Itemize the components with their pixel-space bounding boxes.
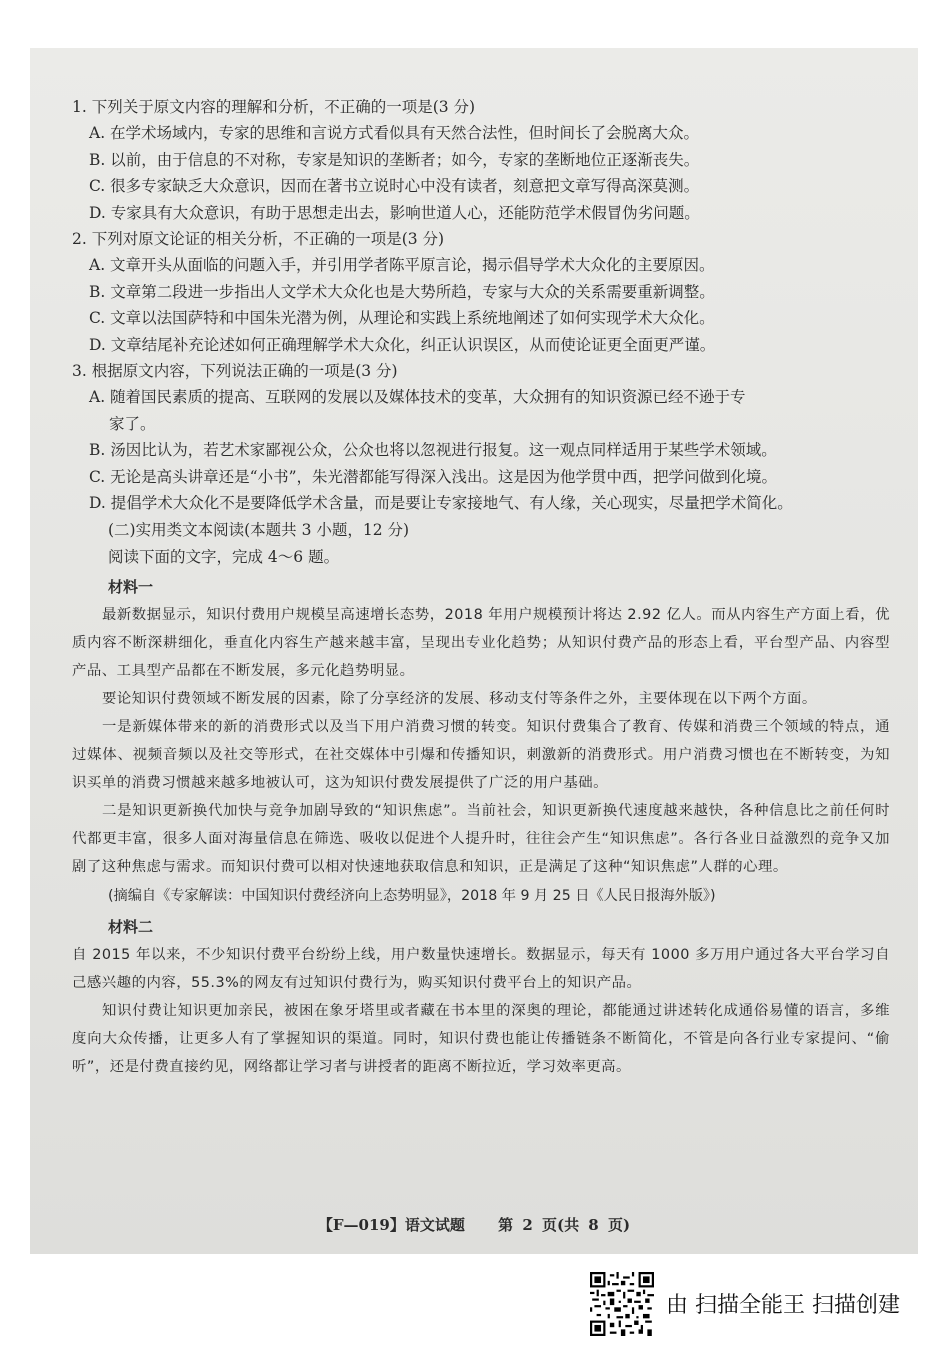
question-2-option-d: D. 文章结尾补充论述如何正确理解学术大众化，纠正认识误区，从而使论证更全面更严谨。 (89, 335, 716, 354)
question-3-option-b: B. 汤因比认为，若艺术家鄙视公众，公众也将以忽视进行报复。这一观点同样适用于某些学术领域。 (89, 441, 777, 459)
material-2-paragraph: 知识付费让知识更加亲民，被困在象牙塔里或者藏在书本里的深奥的理论，都能通过讲述转化成通俗易懂的语言，多维度向大众传播，让更多人有了掌握知识的渠道。同时，知识付费也能让传播链条不断简化，不管是向各行业专家提问、“偷听”，还是付费直接约见，网络都让学习者与讲授者的距离不断拉近，学习效率更高。 (72, 1002, 890, 1075)
material-1-paragraph: 一是新媒体带来的新的消费形式以及当下用户消费习惯的转变。知识付费集合了教育、传媒和消费三个领域的特点，通过媒体、视频音频以及社交等形式，在社交媒体中引爆和传播知识，刺激新的消费形式。用户消费习惯也在不断转变，为知识买单的消费习惯越来越多地被认可，这为知识付费发展提供了广泛的用户基础。 (72, 718, 890, 791)
scanner-watermark (590, 1272, 930, 1336)
question-2-option-a: A. 文章开头从面临的问题入手，并引用学者陈平原言论，揭示倡导学术大众化的主要原因。 (89, 256, 715, 274)
question-3-stem: 3. 根据原文内容，下列说法正确的一项是(3 分) (72, 362, 398, 380)
question-2-option-b: B. 文章第二段进一步指出人文学术大众化也是大势所趋，专家与大众的关系需要重新调整。 (89, 282, 715, 301)
question-1-stem: 1. 下列关于原文内容的理解和分析，不正确的一项是(3 分) (72, 98, 476, 116)
page-number: 第 2 页(共 8 页) (498, 1216, 631, 1234)
exam-code-title: 【F—019】语文试题 (317, 1216, 465, 1234)
material-2-paragraph: 自 2015 年以来，不少知识付费平台纷纷上线，用户数量快速增长。数据显示，每天有 1000 多万用户通过各大平台学习自己感兴趣的内容，55.3%的网友有过知识付费行为，购买知识付费平台上的知识产品。 (72, 946, 890, 991)
exam-content (72, 94, 890, 1081)
question-1-option-d: D. 专家具有大众意识，有助于思想走出去，影响世道人心，还能防范学术假冒伪劣问题。 (89, 203, 700, 222)
page-footer (30, 1214, 918, 1235)
material-1-paragraph: 最新数据显示，知识付费用户规模呈高速增长态势，2018 年用户规模预计将达 2.92 亿人。而从内容生产方面上看，优质内容不断深耕细化，垂直化内容生产越来越丰富，呈现出专业化趋势；从知识付费产品的形态上看，平台型产品、内容型产品、工具型产品都在不断发展，多元化趋势明显。 (72, 606, 890, 679)
material-1-paragraph: 要论知识付费领域不断发展的因素，除了分享经济的发展、移动支付等条件之外，主要体现在以下两个方面。 (102, 690, 817, 707)
material-1-source: (摘编自《专家解读：中国知识付费经济向上态势明显》，2018 年 9 月 25 日《人民日报海外版》) (108, 887, 716, 904)
material-1-title: 材料一 (108, 577, 154, 596)
question-3-option-d: D. 提倡学术大众化不是要降低学术含量，而是要让专家接地气、有人缘，关心现实，尽量把学术简化。 (89, 494, 793, 512)
question-1-option-a: A. 在学术场域内，专家的思维和言说方式看似具有天然合法性，但时间长了会脱离大众。 (89, 124, 700, 142)
material-1-paragraph: 二是知识更新换代加快与竞争加剧导致的“知识焦虑”。当前社会，知识更新换代速度越来越快，各种信息比之前任何时代都更丰富，很多人面对海量信息在筛选、吸收以促进个人提升时，往往会产生“知识焦虑”。各行各业日益激烈的竞争又加剧了这种焦虑与需求。而知识付费可以相对快速地获取信息和知识，正是满足了这种“知识焦虑”人群的心理。 (72, 802, 890, 875)
question-2-option-c: C. 文章以法国萨特和中国朱光潜为例，从理论和实践上系统地阐述了如何实现学术大众化。 (89, 309, 715, 327)
section-heading: (二)实用类文本阅读(本题共 3 小题，12 分) (108, 520, 410, 539)
question-3-option-a-continuation: 家了。 (109, 414, 156, 433)
question-2-stem: 2. 下列对原文论证的相关分析，不正确的一项是(3 分) (72, 230, 445, 248)
question-1-option-b: B. 以前，由于信息的不对称，专家是知识的垄断者；如今，专家的垄断地位正逐渐丧失。 (89, 150, 700, 169)
section-instruction: 阅读下面的文字，完成 4～6 题。 (108, 547, 340, 566)
scanner-watermark-text: 由 扫描全能王 扫描创建 (666, 1293, 900, 1318)
material-2-title: 材料二 (108, 917, 154, 936)
question-1-option-c: C. 很多专家缺乏大众意识，因而在著书立说时心中没有读者，刻意把文章写得高深莫测。 (89, 177, 700, 195)
question-3-option-a: A. 随着国民素质的提高、互联网的发展以及媒体技术的变革，大众拥有的知识资源已经不逊于专 (89, 388, 746, 406)
question-3-option-c: C. 无论是高头讲章还是“小书”，朱光潜都能写得深入浅出。这是因为他学贯中西，把学问做到化境。 (89, 467, 778, 486)
scanned-page (30, 48, 918, 1254)
qr-code-icon (590, 1272, 654, 1336)
